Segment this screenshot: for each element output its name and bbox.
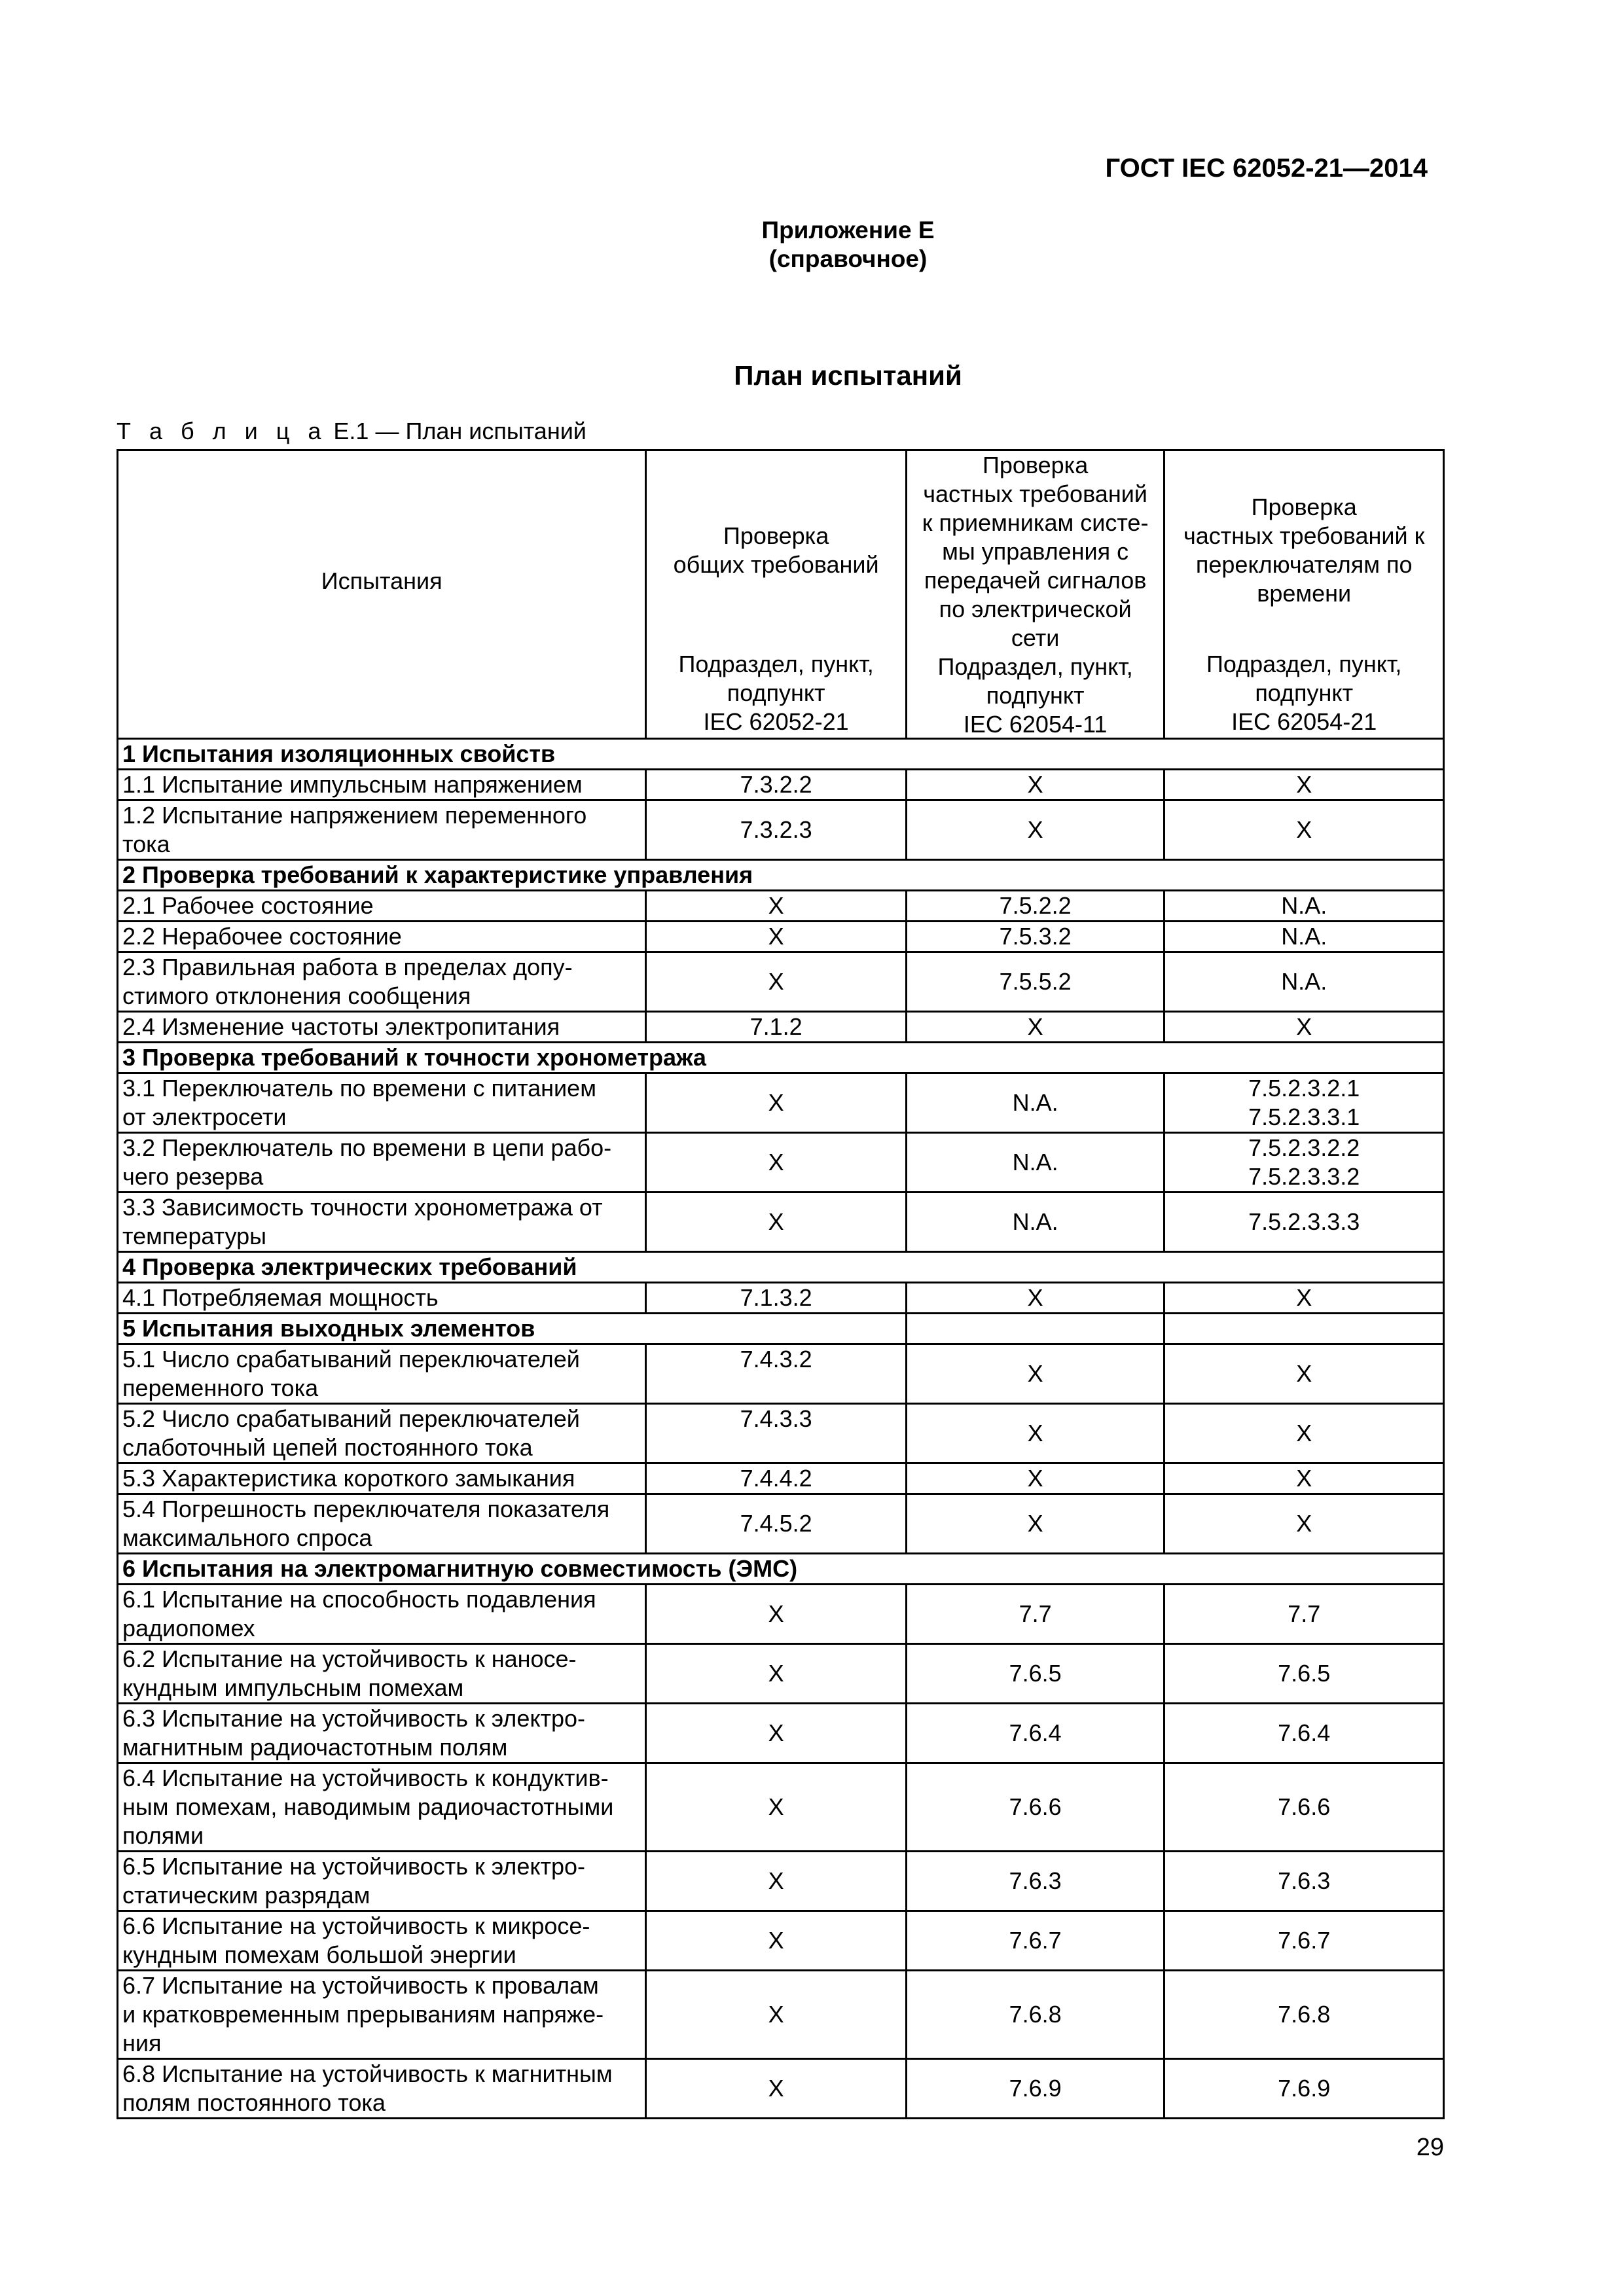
table-row <box>118 2059 1444 2119</box>
receivers-ref-cell: 7.7 <box>906 1585 1164 1644</box>
receivers-ref-cell: 7.6.3 <box>906 1852 1164 1911</box>
standard-code: ГОСТ IEC 62052-21—2014 <box>1105 154 1428 183</box>
annex-title: Приложение Е <box>761 217 935 243</box>
header-receivers-label: Проверка частных требований к приемникам систе- мы управления с передачей сигналов по электрической сети <box>922 452 1149 651</box>
receivers-ref-cell: X <box>906 1494 1164 1554</box>
switches-ref-cell: 7.6.8 <box>1164 1971 1444 2059</box>
receivers-ref-cell: 7.6.5 <box>906 1644 1164 1704</box>
section-row <box>118 860 1444 891</box>
switches-ref-cell: 7.6.7 <box>1164 1911 1444 1971</box>
table-row <box>118 800 1444 860</box>
test-name-cell: 6.6 Испытание на устойчивость к микросе- кундным помехам большой энергии <box>118 1911 646 1971</box>
test-name-cell: 6.4 Испытание на устойчивость к кондуктив- ным помехам, наводимым радиочастотными полями <box>118 1763 646 1852</box>
receivers-ref-cell: X <box>906 1283 1164 1314</box>
general-ref-cell: X <box>646 1585 906 1644</box>
section-title: 2 Проверка требований к характеристике управления <box>118 860 1444 891</box>
table-body <box>118 739 1444 2119</box>
switches-ref-cell: X <box>1164 1012 1444 1043</box>
header-receivers-ref: Подраздел, пункт, подпункт IEC 62054-11 <box>937 653 1133 738</box>
receivers-ref-cell: 7.6.4 <box>906 1704 1164 1763</box>
section-row <box>118 1314 1444 1344</box>
receivers-ref-cell: 7.6.8 <box>906 1971 1164 2059</box>
table-row <box>118 922 1444 952</box>
switches-ref-cell: X <box>1164 1404 1444 1463</box>
general-ref-cell: X <box>646 2059 906 2119</box>
general-ref-cell: X <box>646 1763 906 1852</box>
table-row <box>118 1463 1444 1494</box>
general-ref-cell: 7.3.2.2 <box>646 770 906 800</box>
table-row <box>118 1073 1444 1133</box>
header-general <box>646 450 906 739</box>
test-name-cell: 5.2 Число срабатываний переключателей слаботочный цепей постоянного тока <box>118 1404 646 1463</box>
switches-ref-cell: 7.7 <box>1164 1585 1444 1644</box>
section-title: 4 Проверка электрических требований <box>118 1252 1444 1283</box>
general-ref-cell: 7.1.2 <box>646 1012 906 1043</box>
switches-ref-cell: X <box>1164 800 1444 860</box>
table-caption <box>117 418 586 445</box>
test-name-cell: 6.2 Испытание на устойчивость к наносе- кундным импульсным помехам <box>118 1644 646 1704</box>
switches-ref-cell: 7.5.2.3.3.3 <box>1164 1193 1444 1252</box>
test-name-cell: 3.1 Переключатель по времени с питанием от электросети <box>118 1073 646 1133</box>
header-switches-label: Проверка частных требований к переключателям по времени <box>1183 493 1425 607</box>
switches-ref-cell: X <box>1164 1463 1444 1494</box>
table-row <box>118 1704 1444 1763</box>
test-name-cell: 2.3 Правильная работа в пределах допу- стимого отклонения сообщения <box>118 952 646 1012</box>
table-header-row <box>118 450 1444 739</box>
general-ref-cell: X <box>646 1644 906 1704</box>
receivers-ref-cell: 7.6.7 <box>906 1911 1164 1971</box>
annex-kind: (справочное) <box>768 245 928 272</box>
table-row <box>118 952 1444 1012</box>
switches-ref-cell: 7.6.4 <box>1164 1704 1444 1763</box>
test-name-cell: 5.4 Погрешность переключателя показателя максимального спроса <box>118 1494 646 1554</box>
table-row <box>118 1585 1444 1644</box>
table-row <box>118 1404 1444 1463</box>
general-ref-cell: 7.3.2.3 <box>646 800 906 860</box>
general-ref-cell: X <box>646 1193 906 1252</box>
general-ref-cell: X <box>646 1704 906 1763</box>
switches-ref-cell: 7.6.9 <box>1164 2059 1444 2119</box>
test-name-cell: 4.1 Потребляемая мощность <box>118 1283 646 1314</box>
receivers-ref-cell: 7.6.6 <box>906 1763 1164 1852</box>
test-name-cell: 6.8 Испытание на устойчивость к магнитным полям постоянного тока <box>118 2059 646 2119</box>
switches-ref-cell: N.A. <box>1164 891 1444 922</box>
table-row <box>118 1911 1444 1971</box>
section-title: 5 Испытания выходных элементов <box>118 1314 907 1344</box>
switches-ref-cell: X <box>1164 770 1444 800</box>
general-ref-cell: X <box>646 1852 906 1911</box>
general-ref-cell: 7.4.3.3 <box>646 1404 906 1463</box>
test-name-cell: 5.3 Характеристика короткого замыкания <box>118 1463 646 1494</box>
test-name-cell: 5.1 Число срабатываний переключателей переменного тока <box>118 1344 646 1404</box>
receivers-ref-cell: 7.5.3.2 <box>906 922 1164 952</box>
header-tests <box>118 450 646 739</box>
receivers-ref-cell: N.A. <box>906 1133 1164 1193</box>
receivers-ref-cell: N.A. <box>906 1193 1164 1252</box>
switches-ref-cell: 7.6.5 <box>1164 1644 1444 1704</box>
switches-ref-cell: X <box>1164 1283 1444 1314</box>
test-name-cell: 6.7 Испытание на устойчивость к провалам и кратковременным прерываниям напряже- ния <box>118 1971 646 2059</box>
receivers-ref-cell: X <box>906 1463 1164 1494</box>
test-name-cell: 3.2 Переключатель по времени в цепи рабо- чего резерва <box>118 1133 646 1193</box>
table-row <box>118 1193 1444 1252</box>
receivers-ref-cell: X <box>906 1012 1164 1043</box>
general-ref-cell: X <box>646 891 906 922</box>
table-row <box>118 891 1444 922</box>
test-name-cell: 2.2 Нерабочее состояние <box>118 922 646 952</box>
table-row <box>118 1344 1444 1404</box>
receivers-ref-cell: 7.5.5.2 <box>906 952 1164 1012</box>
general-ref-cell: 7.4.5.2 <box>646 1494 906 1554</box>
empty-cell <box>1164 1314 1444 1344</box>
general-ref-cell: X <box>646 1073 906 1133</box>
table-row <box>118 1283 1444 1314</box>
receivers-ref-cell: 7.6.9 <box>906 2059 1164 2119</box>
general-ref-cell: X <box>646 952 906 1012</box>
table-row <box>118 1012 1444 1043</box>
table-row <box>118 1763 1444 1852</box>
general-ref-cell: X <box>646 922 906 952</box>
test-name-cell: 6.5 Испытание на устойчивость к электро- статическим разрядам <box>118 1852 646 1911</box>
page-number: 29 <box>1416 2134 1444 2161</box>
switches-ref-cell: X <box>1164 1344 1444 1404</box>
general-ref-cell: 7.4.3.2 <box>646 1344 906 1404</box>
receivers-ref-cell: N.A. <box>906 1073 1164 1133</box>
switches-ref-cell: 7.6.3 <box>1164 1852 1444 1911</box>
general-ref-cell: 7.4.4.2 <box>646 1463 906 1494</box>
receivers-ref-cell: X <box>906 1404 1164 1463</box>
table-row <box>118 1644 1444 1704</box>
document-title: План испытаний <box>734 360 962 391</box>
section-title: 1 Испытания изоляционных свойств <box>118 739 1444 770</box>
section-row <box>118 739 1444 770</box>
test-name-cell: 2.1 Рабочее состояние <box>118 891 646 922</box>
test-name-cell: 3.3 Зависимость точности хронометража от температуры <box>118 1193 646 1252</box>
table-caption-text: Е.1 — План испытаний <box>327 418 586 444</box>
receivers-ref-cell: X <box>906 770 1164 800</box>
header-receivers <box>906 450 1164 739</box>
general-ref-cell: X <box>646 1911 906 1971</box>
section-row <box>118 1554 1444 1585</box>
table-row <box>118 1494 1444 1554</box>
switches-ref-cell: N.A. <box>1164 922 1444 952</box>
switches-ref-cell: 7.5.2.3.2.2 7.5.2.3.3.2 <box>1164 1133 1444 1193</box>
test-name-cell: 1.2 Испытание напряжением переменного тока <box>118 800 646 860</box>
test-plan-table <box>117 449 1445 2119</box>
table-row <box>118 1971 1444 2059</box>
header-switches <box>1164 450 1444 739</box>
table-row <box>118 1852 1444 1911</box>
section-title: 6 Испытания на электромагнитную совместимость (ЭМС) <box>118 1554 1444 1585</box>
test-name-cell: 6.3 Испытание на устойчивость к электро- магнитным радиочастотным полям <box>118 1704 646 1763</box>
switches-ref-cell: N.A. <box>1164 952 1444 1012</box>
switches-ref-cell: 7.5.2.3.2.1 7.5.2.3.3.1 <box>1164 1073 1444 1133</box>
header-general-ref: Подраздел, пункт, подпункт IEC 62052-21 <box>678 651 874 735</box>
empty-cell <box>906 1314 1164 1344</box>
section-row <box>118 1252 1444 1283</box>
switches-ref-cell: 7.6.6 <box>1164 1763 1444 1852</box>
section-row <box>118 1043 1444 1073</box>
test-name-cell: 1.1 Испытание импульсным напряжением <box>118 770 646 800</box>
switches-ref-cell: X <box>1164 1494 1444 1554</box>
section-title: 3 Проверка требований к точности хронометража <box>118 1043 1444 1073</box>
receivers-ref-cell: 7.5.2.2 <box>906 891 1164 922</box>
annex-heading <box>0 216 1624 274</box>
test-name-cell: 2.4 Изменение частоты электропитания <box>118 1012 646 1043</box>
table-caption-label: Т а б л и ц а <box>117 418 327 444</box>
test-name-cell: 6.1 Испытание на способность подавления радиопомех <box>118 1585 646 1644</box>
general-ref-cell: 7.1.3.2 <box>646 1283 906 1314</box>
receivers-ref-cell: X <box>906 800 1164 860</box>
general-ref-cell: X <box>646 1133 906 1193</box>
header-tests-label: Испытания <box>321 567 442 594</box>
general-ref-cell: X <box>646 1971 906 2059</box>
header-general-label: Проверка общих требований <box>673 522 879 578</box>
table-row <box>118 770 1444 800</box>
header-switches-ref: Подраздел, пункт, подпункт IEC 62054-21 <box>1206 651 1402 735</box>
table-row <box>118 1133 1444 1193</box>
receivers-ref-cell: X <box>906 1344 1164 1404</box>
